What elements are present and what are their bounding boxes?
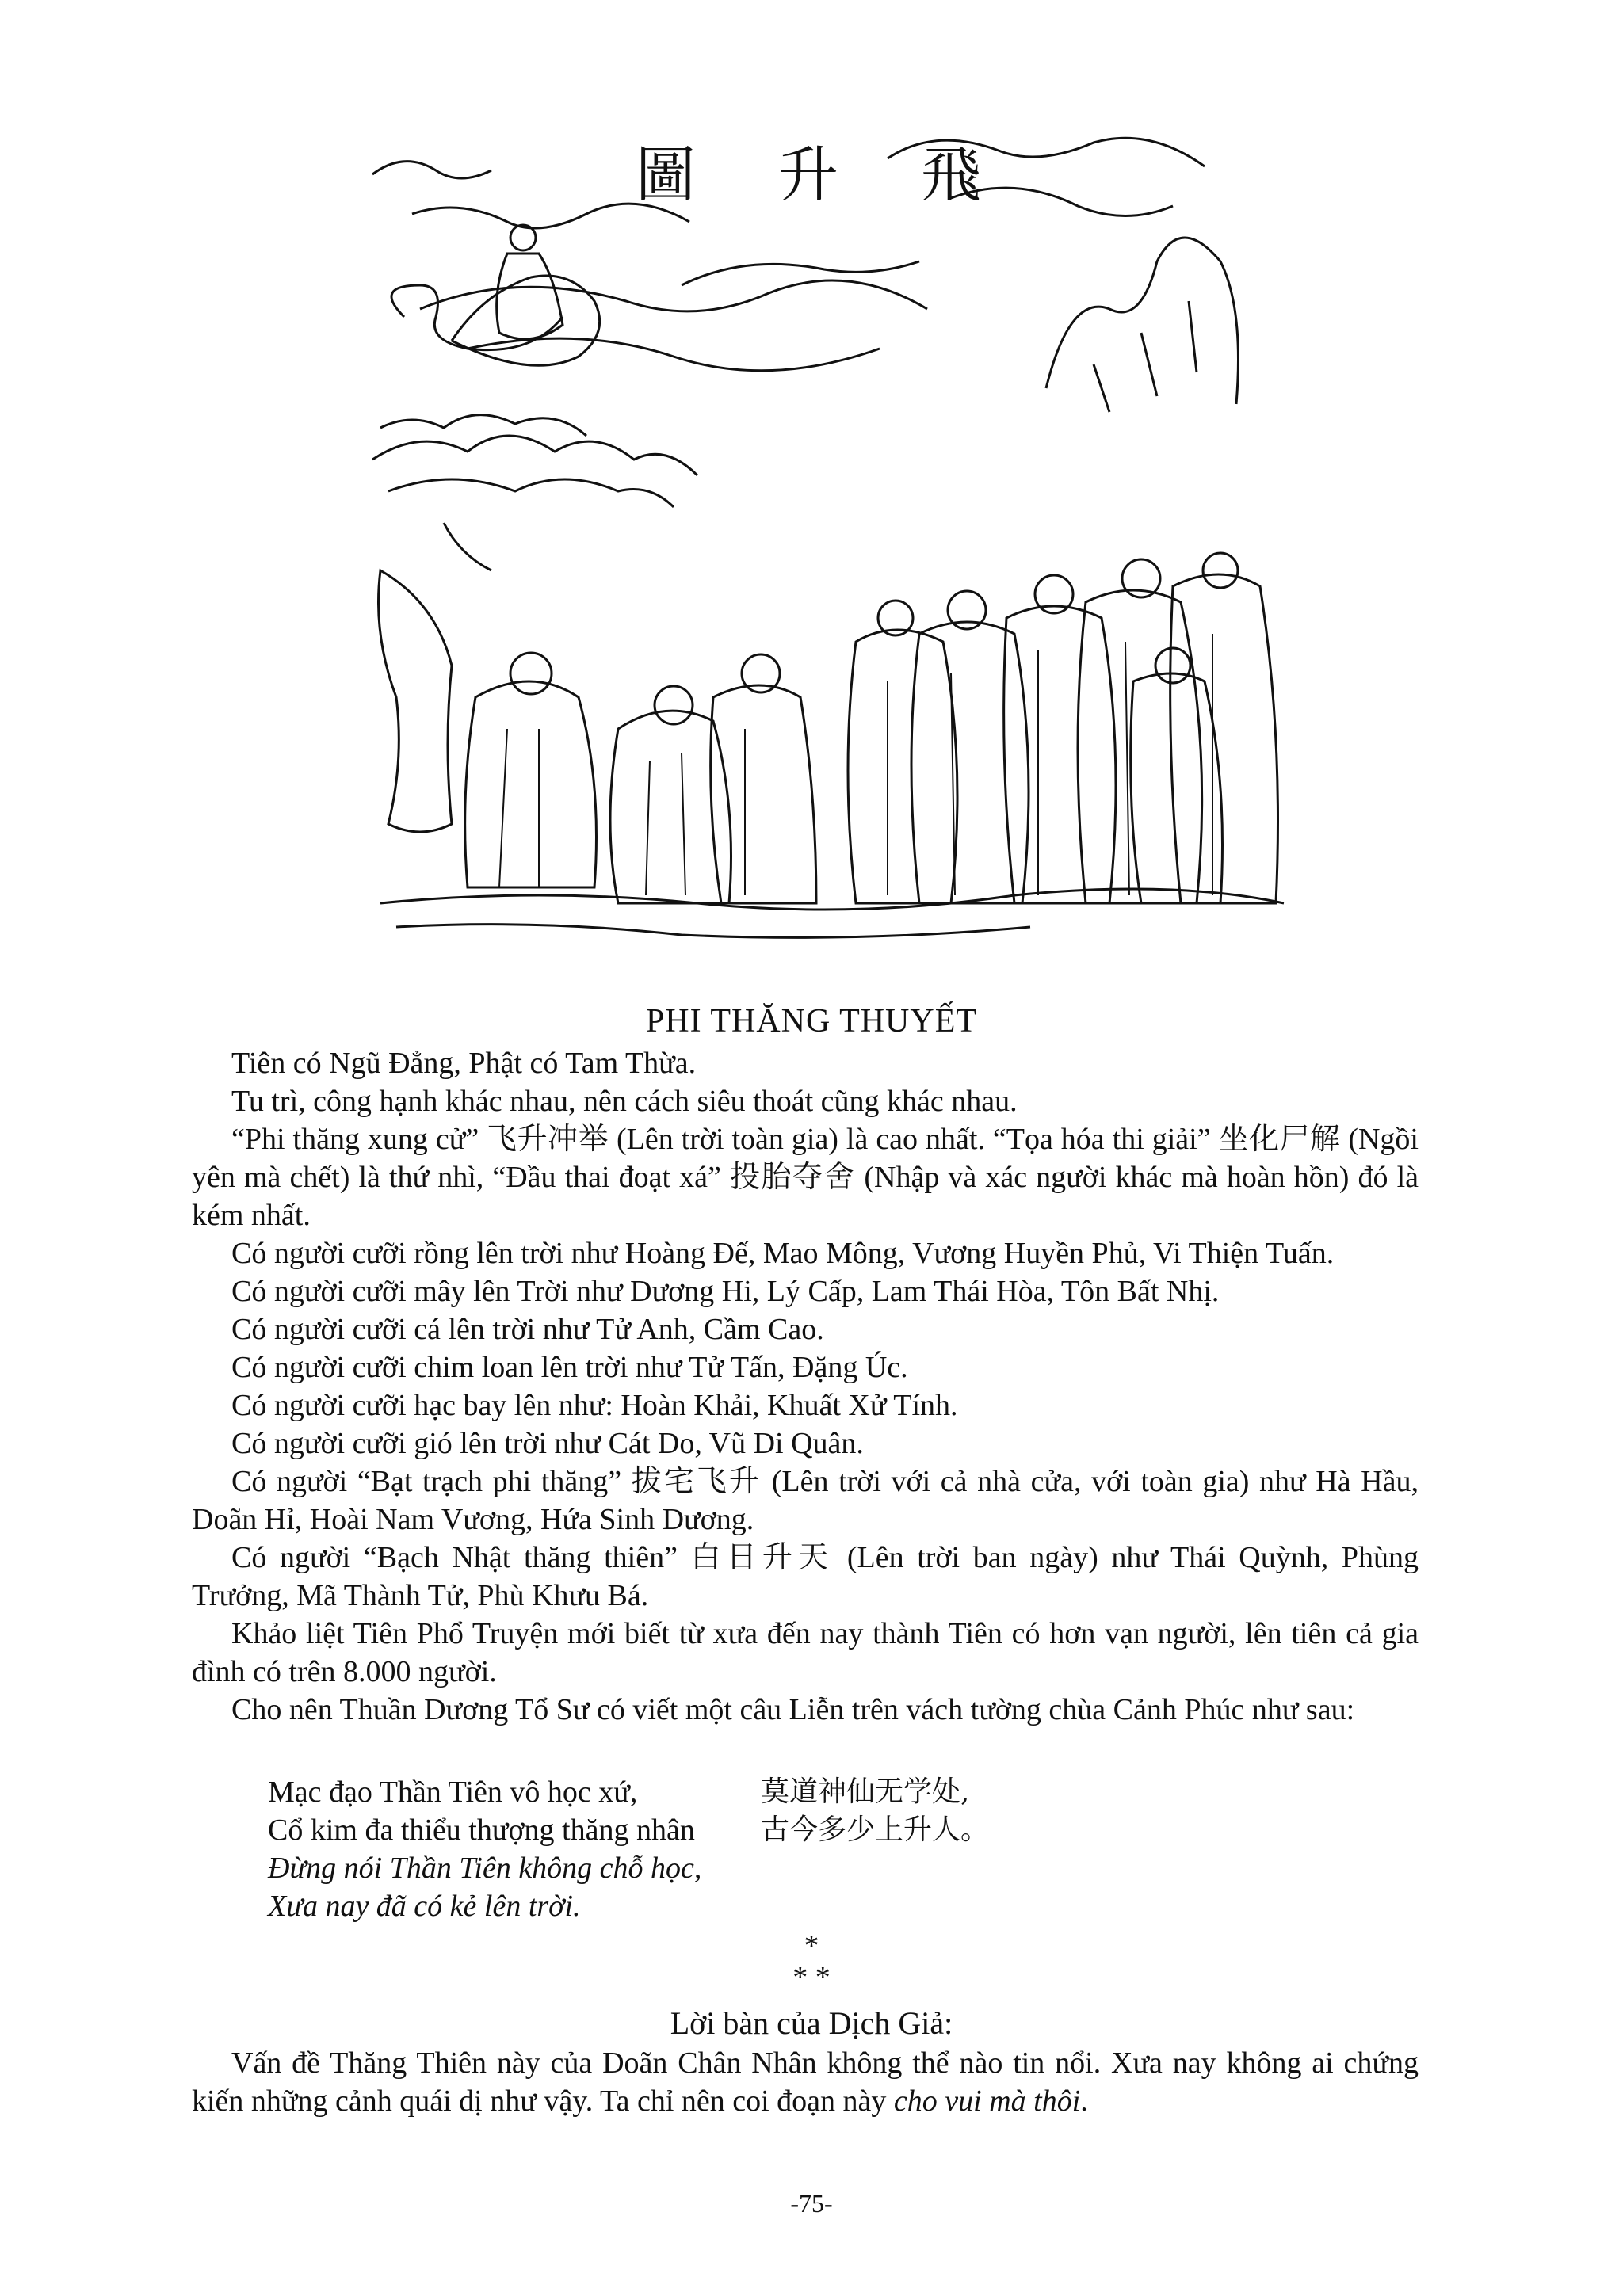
ascension-scene-drawing <box>349 127 1300 982</box>
figure-chinese-caption: 圖 升 飛 <box>635 139 1014 210</box>
couplet-poem <box>268 1773 1219 1925</box>
translator-note-italic: cho vui mà thôi <box>893 2084 1081 2118</box>
paragraph-1: Tiên có Ngũ Đẳng, Phật có Tam Thừa. <box>231 1047 697 1080</box>
paragraph-6: Có người cưỡi cá lên trời như Tử Anh, Cầm Cao. <box>231 1313 824 1346</box>
section-divider-star-2: * * <box>792 1961 831 1994</box>
rock-formation <box>379 570 453 832</box>
poem-line-2 <box>268 1811 1219 1849</box>
page-title: PHI THĂNG THUYẾT <box>645 1003 978 1039</box>
paragraph-11: Có người “Bạch Nhật thăng thiên” 白日升天 (Lên trời ban ngày) như Thái Quỳnh, Phùng Trưởng, Mã Thành Tử, Phù Khưu Bá. <box>192 1541 1419 1612</box>
translator-note <box>192 2044 1419 2120</box>
poem-line-1-viet: Mạc đạo Thần Tiên vô học xứ, <box>268 1775 638 1809</box>
paragraph-3: “Phi thăng xung cử” 飞升冲举 (Lên trời toàn gia) là cao nhất. “Tọa hóa thi giải” 坐化尸解 (Ngồi yên mà chết) là thứ nhì, “Đầu thai đoạt xá” 投胎夺舍 (Nhập và xác người khác mà hoàn hồn) đó là kém nhất. <box>192 1123 1419 1232</box>
translator-note-text: Vấn đề Thăng Thiên này của Doãn Chân Nhân không thể nào tin nổi. Xưa nay không ai chứng kiến những cảnh quái dị như vậy. Ta chỉ nên coi đoạn này <box>192 2046 1419 2118</box>
translator-heading: Lời bàn của Dịch Giả: <box>670 2005 953 2041</box>
poem-line-4: Xưa nay đã có kẻ lên trời. <box>268 1890 581 1923</box>
ground-line <box>380 889 1284 910</box>
paragraph-5: Có người cưỡi mây lên Trời như Dương Hi, Lý Cấp, Lam Thái Hòa, Tôn Bất Nhị. <box>231 1275 1220 1308</box>
paragraph-8: Có người cưỡi hạc bay lên như: Hoàn Khải, Khuất Xử Tính. <box>231 1389 958 1422</box>
page-number: -75- <box>790 2189 833 2218</box>
crowd-of-disciples <box>465 553 1278 903</box>
poem-line-2-viet: Cổ kim đa thiểu thượng thăng nhân <box>268 1814 695 1847</box>
poem-line-1-han: 莫道神仙无学处, <box>761 1775 970 1808</box>
pine-tree <box>372 436 697 475</box>
mountain-right <box>1046 238 1239 404</box>
poem-line-3: Đừng nói Thần Tiên không chỗ học, <box>268 1852 702 1885</box>
paragraph-9: Có người cưỡi gió lên trời như Cát Do, Vũ Di Quân. <box>231 1427 864 1460</box>
poem-line-1 <box>268 1773 1219 1811</box>
body-text <box>192 1044 1419 1729</box>
paragraph-12: Khảo liệt Tiên Phổ Truyện mới biết từ xưa đến nay thành Tiên có hơn vạn người, lên tiên cả gia đình có trên 8.000 người. <box>192 1617 1419 1688</box>
translator-note-end: . <box>1080 2084 1088 2118</box>
paragraph-4: Có người cưỡi rồng lên trời như Hoàng Đế, Mao Mông, Vương Huyền Phủ, Vi Thiện Tuấn. <box>231 1237 1335 1270</box>
paragraph-10: Có người “Bạt trạch phi thăng” 拔宅飞升 (Lên trời với cả nhà cửa, với toàn gia) như Hà Hầu, Doãn Hỉ, Hoài Nam Vương, Hứa Sinh Dương. <box>192 1465 1419 1536</box>
paragraph-2: Tu trì, công hạnh khác nhau, nên cách siêu thoát cũng khác nhau. <box>231 1085 1018 1118</box>
poem-line-2-han: 古今多少上升人。 <box>761 1814 990 1846</box>
immortal-head <box>510 225 536 250</box>
section-divider-star-1: * <box>804 1929 819 1962</box>
paragraph-7: Có người cưỡi chim loan lên trời như Tử Tấn, Đặng Úc. <box>231 1351 908 1384</box>
paragraph-13: Cho nên Thuần Dương Tổ Sư có viết một câu Liễn trên vách tường chùa Cảnh Phúc như sau: <box>231 1693 1355 1726</box>
woodblock-illustration <box>349 127 1300 982</box>
